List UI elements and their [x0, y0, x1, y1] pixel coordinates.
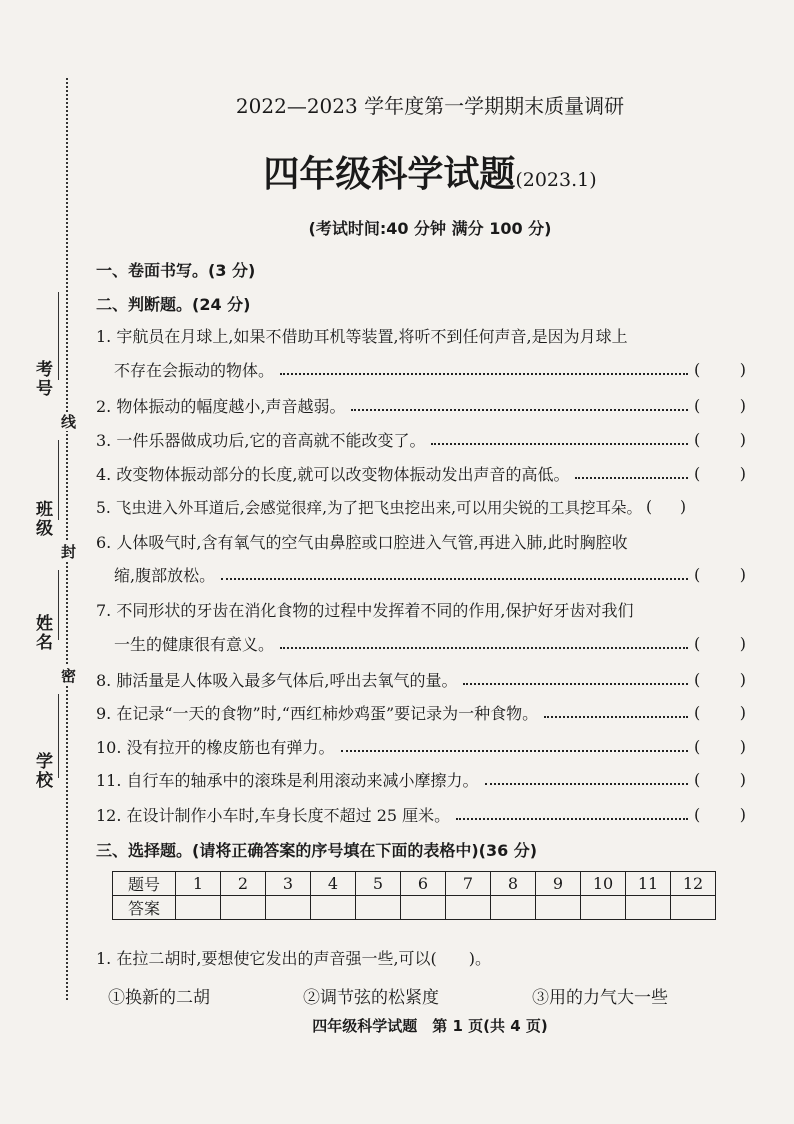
- answer-blank-4[interactable]: ( ): [694, 463, 746, 483]
- exam-title-main: 四年级科学试题: [263, 154, 516, 195]
- school-label: 学校: [32, 752, 52, 790]
- name-blank: [58, 570, 59, 640]
- answer-cell-12[interactable]: [671, 896, 716, 920]
- exam-title: [100, 146, 760, 197]
- table-header-label: 题号: [113, 872, 176, 896]
- question-8: 8. 肺活量是人体吸入最多气体后,呼出去氧气的量。 ( ): [96, 669, 746, 690]
- option-2: ②调节弦的松紧度: [303, 988, 439, 1008]
- table-number-5: 5: [356, 872, 401, 896]
- table-number-4: 4: [311, 872, 356, 896]
- question-1-line-1: 1. 宇航员在月球上,如果不借助耳机等装置,将听不到任何声音,是因为月球上: [96, 326, 628, 346]
- question-1-line-2: 不存在会振动的物体。 ( ): [114, 359, 746, 380]
- answer-cell-7[interactable]: [446, 896, 491, 920]
- answer-blank-9[interactable]: ( ): [694, 702, 746, 722]
- exam-no-label: 考号: [32, 360, 52, 398]
- table-answer-label: 答案: [113, 896, 176, 920]
- option-3: ③用的力气大一些: [532, 988, 668, 1008]
- answer-cell-5[interactable]: [356, 896, 401, 920]
- section-1-title: 一、卷面书写。(3 分): [96, 261, 256, 280]
- question-12: 12. 在设计制作小车时,车身长度不超过 25 厘米。 ( ): [96, 804, 746, 825]
- answer-blank-1[interactable]: ( ): [694, 359, 746, 379]
- section-3-title: 三、选择题。(请将正确答案的序号填在下面的表格中)(36 分): [96, 841, 538, 860]
- class-label: 班级: [32, 500, 52, 538]
- question-4: 4. 改变物体振动部分的长度,就可以改变物体振动发出声音的高低。 ( ): [96, 463, 746, 484]
- answer-blank-12[interactable]: ( ): [694, 804, 746, 824]
- question-7-line-1: 7. 不同形状的牙齿在消化食物的过程中发挥着不同的作用,保护好牙齿对我们: [96, 600, 634, 620]
- table-number-1: 1: [176, 872, 221, 896]
- answer-cell-11[interactable]: [626, 896, 671, 920]
- table-number-6: 6: [401, 872, 446, 896]
- option-1: ①换新的二胡: [108, 988, 210, 1008]
- table-number-3: 3: [266, 872, 311, 896]
- answer-blank-7[interactable]: ( ): [694, 633, 746, 653]
- table-number-8: 8: [491, 872, 536, 896]
- answer-blank-11[interactable]: ( ): [694, 769, 746, 789]
- table-number-10: 10: [581, 872, 626, 896]
- answer-blank-6[interactable]: ( ): [694, 564, 746, 584]
- answer-blank-10[interactable]: ( ): [694, 736, 746, 756]
- answer-table-answer-row: [113, 896, 716, 920]
- answer-cell-3[interactable]: [266, 896, 311, 920]
- page-footer: 四年级科学试题 第 1 页(共 4 页): [312, 1017, 548, 1035]
- answer-table: [112, 871, 716, 920]
- exam-info: (考试时间:40 分钟 满分 100 分): [308, 219, 552, 238]
- question-5: 5. 飞虫进入外耳道后,会感觉很痒,为了把飞虫挖出来,可以用尖锐的工具挖耳朵。 ( ): [96, 498, 686, 517]
- answer-table-header-row: [113, 872, 716, 896]
- question-7-line-2: 一生的健康很有意义。 ( ): [114, 633, 746, 654]
- answer-blank-5[interactable]: ( ): [646, 498, 686, 516]
- binding-dotted-line: [66, 78, 68, 1000]
- answer-blank-2[interactable]: ( ): [694, 395, 746, 415]
- table-number-12: 12: [671, 872, 716, 896]
- choice-question-1: 1. 在拉二胡时,要想使它发出的声音强一些,可以( )。: [96, 949, 492, 968]
- seal-feng-char: 封: [59, 544, 77, 559]
- question-3: 3. 一件乐器做成功后,它的音高就不能改变了。 ( ): [96, 429, 746, 450]
- class-blank: [58, 440, 59, 520]
- table-number-7: 7: [446, 872, 491, 896]
- question-10: 10. 没有拉开的橡皮筋也有弹力。 ( ): [96, 736, 746, 757]
- answer-cell-8[interactable]: [491, 896, 536, 920]
- answer-cell-10[interactable]: [581, 896, 626, 920]
- answer-blank-3[interactable]: ( ): [694, 429, 746, 449]
- section-2-title: 二、判断题。(24 分): [96, 295, 251, 314]
- table-number-11: 11: [626, 872, 671, 896]
- answer-cell-6[interactable]: [401, 896, 446, 920]
- seal-mi-char: 密: [59, 668, 77, 683]
- answer-cell-4[interactable]: [311, 896, 356, 920]
- question-11: 11. 自行车的轴承中的滚珠是利用滚动来减小摩擦力。 ( ): [96, 769, 746, 790]
- answer-cell-1[interactable]: [176, 896, 221, 920]
- table-number-2: 2: [221, 872, 266, 896]
- question-6-line-2: 缩,腹部放松。 ( ): [114, 564, 746, 585]
- name-label: 姓名: [32, 614, 52, 652]
- seal-line-char: 线: [59, 414, 77, 429]
- school-blank: [58, 694, 59, 778]
- answer-blank-8[interactable]: ( ): [694, 669, 746, 689]
- table-number-9: 9: [536, 872, 581, 896]
- answer-cell-9[interactable]: [536, 896, 581, 920]
- exam-subtitle: 2022—2023 学年度第一学期期末质量调研: [235, 94, 625, 118]
- answer-cell-2[interactable]: [221, 896, 266, 920]
- exam-no-blank: [58, 292, 59, 380]
- question-9: 9. 在记录“一天的食物”时,“西红柿炒鸡蛋”要记录为一种食物。 ( ): [96, 702, 746, 723]
- question-6-line-1: 6. 人体吸气时,含有氧气的空气由鼻腔或口腔进入气管,再进入肺,此时胸腔收: [96, 532, 628, 552]
- choice-question-1-options: [108, 983, 668, 1008]
- question-2: 2. 物体振动的幅度越小,声音越弱。 ( ): [96, 395, 746, 416]
- exam-title-date: (2023.1): [515, 169, 597, 191]
